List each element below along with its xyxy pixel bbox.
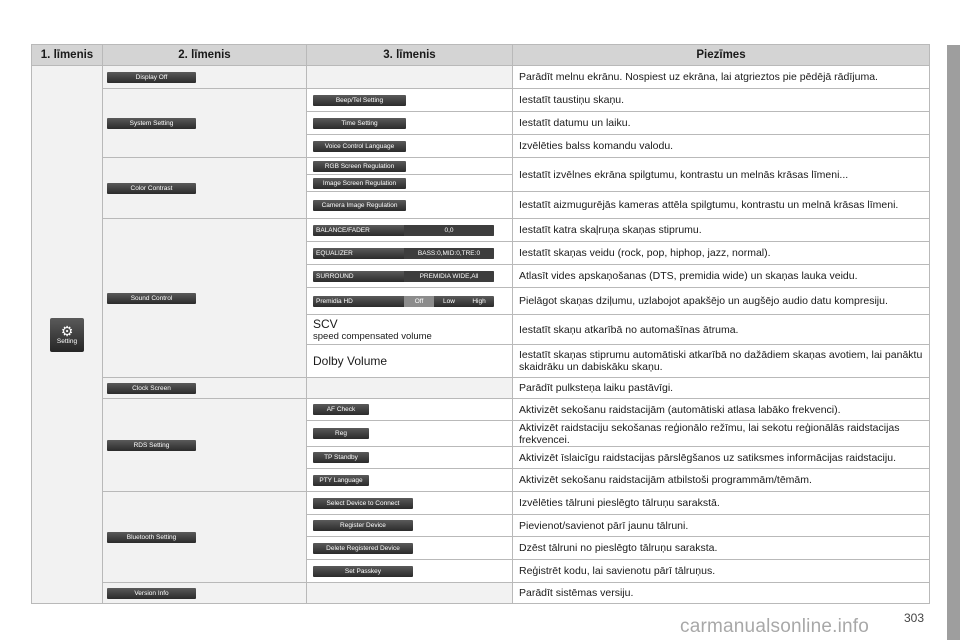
note-voice: Izvēlēties balss komandu valodu. [513,135,930,158]
header-level3: 3. līmenis [307,45,513,66]
note-version: Parādīt sistēmas versiju. [513,583,930,604]
table-row [32,89,930,112]
note-pty: Aktivizēt sekošanu raidstacijām atbilstoši programmām/tēmām. [513,469,930,492]
camera-image-regulation-button[interactable]: Camera Image Regulation [313,200,406,211]
rgb-screen-regulation-button[interactable]: RGB Screen Regulation [313,161,406,172]
bluetooth-setting-button[interactable]: Bluetooth Setting [107,532,196,543]
balance-fader-value: 0,0 [404,225,494,236]
table-row [32,66,930,89]
tp-standby-button[interactable]: TP Standby [313,452,369,463]
note-dolby: Iestatīt skaņas stiprumu automātiski atkarībā no dažādiem skaņas avotiem, lai panāktu skaidrāku un dabiskāku skaņu. [513,345,930,378]
settings-table [31,44,930,604]
level1-cell [32,66,103,604]
sound-control-button[interactable]: Sound Control [107,293,196,304]
note-scv: Iestatīt skaņu atkarībā no automašīnas ātruma. [513,315,930,345]
note-display-off: Parādīt melnu ekrānu. Nospiest uz ekrāna, lai atgrieztos pie pēdējā rādījuma. [513,66,930,89]
surround-value: PREMIDIA WIDE,All [404,271,494,282]
header-level2: 2. līmenis [103,45,307,66]
note-time: Iestatīt datumu un laiku. [513,112,930,135]
select-device-button[interactable]: Select Device to Connect [313,498,413,509]
time-setting-button[interactable]: Time Setting [313,118,406,129]
equalizer-control[interactable]: EQUALIZER BASS:0,MID:0,TRE:0 [313,248,494,259]
note-beep: Iestatīt taustiņu skaņu. [513,89,930,112]
note-passkey: Reģistrēt kodu, lai savienotu pārī tālruņus. [513,560,930,583]
rds-setting-button[interactable]: RDS Setting [107,440,196,451]
display-off-button[interactable]: Display Off [107,72,196,83]
side-tab [947,45,960,640]
table-row [32,158,930,175]
scv-cell[interactable] [307,315,513,345]
note-screen-regulation: Iestatīt izvēlnes ekrāna spilgtumu, kontrastu un melnās krāsas līmeni... [513,158,930,192]
register-device-button[interactable]: Register Device [313,520,413,531]
table-row [32,378,930,399]
table-row [32,583,930,604]
image-screen-regulation-button[interactable]: Image Screen Regulation [313,178,406,189]
surround-control[interactable]: SURROUND PREMIDIA WIDE,All [313,271,494,282]
watermark: carmanualsonline.info [680,616,870,637]
scv-subtitle: speed compensated volume [313,330,432,342]
balance-fader-control[interactable]: BALANCE/FADER 0,0 [313,225,494,236]
setting-button[interactable]: ⚙ Setting [50,318,84,352]
note-surround: Atlasīt vides apskaņošanas (DTS, premidia wide) un skaņas lauka veidu. [513,265,930,288]
premidia-off-option[interactable]: Off [404,296,434,307]
note-tp: Aktivizēt īslaicīgu raidstacijas pārslēgšanos uz satiksmes informācijas raidstaciju. [513,447,930,469]
version-info-button[interactable]: Version Info [107,588,196,599]
pty-language-button[interactable]: PTY Language [313,475,369,486]
table-header-row [32,45,930,66]
premidia-hd-control[interactable]: Premidia HD Off Low High [313,296,494,307]
delete-registered-device-button[interactable]: Delete Registered Device [313,543,413,554]
color-contrast-button[interactable]: Color Contrast [107,183,196,194]
note-camera: Iestatīt aizmugurējās kameras attēla spilgtumu, kontrastu un melnā krāsas līmeni. [513,192,930,219]
note-register: Pievienot/savienot pārī jaunu tālruni. [513,515,930,537]
premidia-high-option[interactable]: High [472,297,486,305]
premidia-low-option[interactable]: Low [443,297,455,305]
gear-icon: ⚙ [60,322,74,339]
note-af: Aktivizēt sekošanu raidstacijām (automātiski atlasa labāko frekvenci). [513,399,930,421]
note-reg: Aktivizēt raidstaciju sekošanas reģionālo režīmu, lai sekotu reģionālās raidstacijas frekvencei. [513,421,930,447]
beep-tel-setting-button[interactable]: Beep/Tel Setting [313,95,406,106]
note-select-device: Izvēlēties tālruni pieslēgto tālruņu sarakstā. [513,492,930,515]
reg-button[interactable]: Reg [313,428,369,439]
header-level1: 1. līmenis [32,45,103,66]
equalizer-value: BASS:0,MID:0,TRE:0 [404,248,494,259]
note-premidia: Pielāgot skaņas dziļumu, uzlabojot apakšējo un augšējo audio datu kompresiju. [513,288,930,315]
dolby-volume-title: Dolby Volume [313,354,388,368]
header-notes: Piezīmes [513,45,930,66]
note-clock: Parādīt pulksteņa laiku pastāvīgi. [513,378,930,399]
note-equalizer: Iestatīt skaņas veidu (rock, pop, hiphop, jazz, normal). [513,242,930,265]
scv-title: SCV [313,316,338,331]
table-row [32,492,930,515]
page-number: 303 [904,611,925,625]
voice-control-language-button[interactable]: Voice Control Language [313,141,406,152]
table-row [32,399,930,421]
dolby-volume-cell[interactable] [307,345,513,378]
af-check-button[interactable]: AF Check [313,404,369,415]
note-balance: Iestatīt katra skaļruņa skaņas stiprumu. [513,219,930,242]
note-delete: Dzēst tālruni no pieslēgto tālruņu saraksta. [513,537,930,560]
table-row [32,219,930,242]
set-passkey-button[interactable]: Set Passkey [313,566,413,577]
clock-screen-button[interactable]: Clock Screen [107,383,196,394]
system-setting-button[interactable]: System Setting [107,118,196,129]
